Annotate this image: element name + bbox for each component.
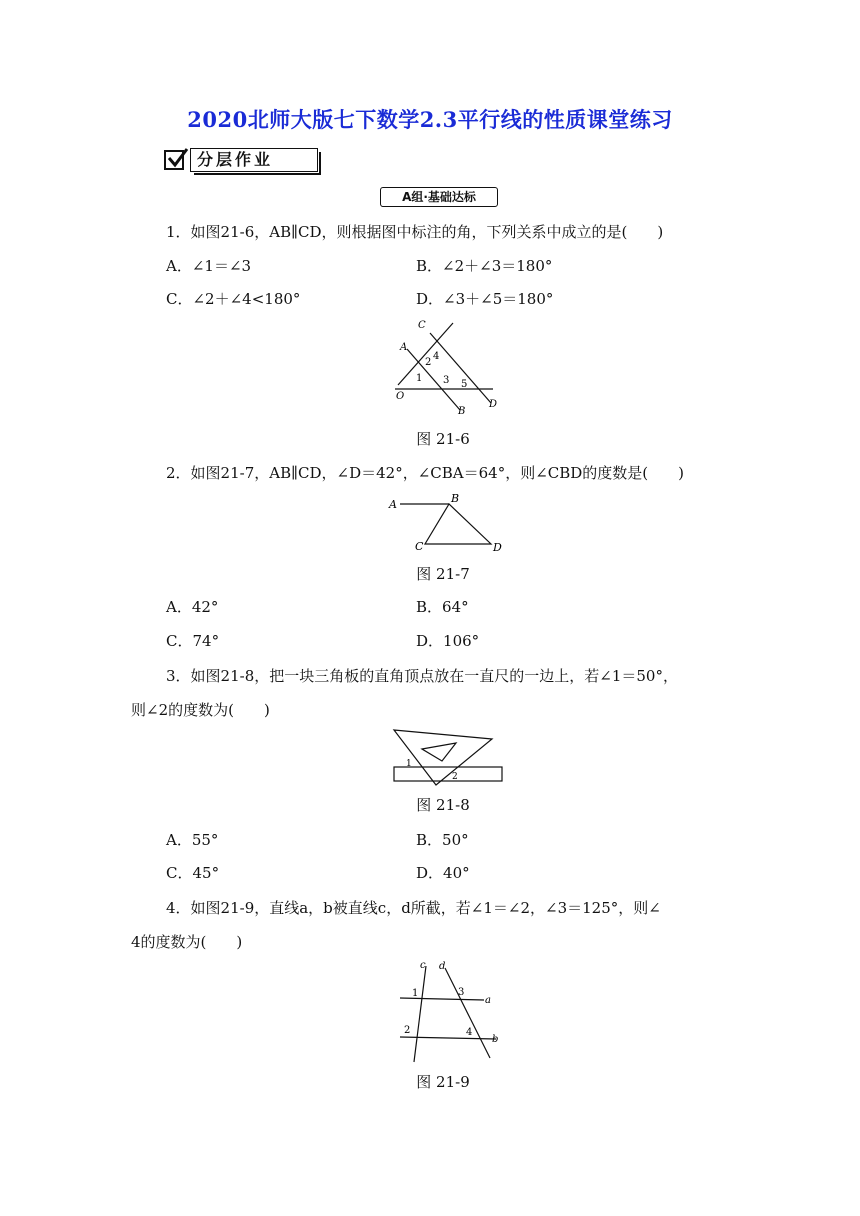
homework-header xyxy=(164,148,318,172)
figure-caption-21-6: 图 21-6 xyxy=(416,430,470,448)
q1-option-d: D．∠3＋∠5＝180° xyxy=(416,290,554,308)
question-2-stem: 2．如图21-7，AB∥CD，∠D＝42°，∠CBA＝64°，则∠CBD的度数是( ) xyxy=(166,464,684,482)
question-3-stem-line-1: 3．如图21-8，把一块三角板的直角顶点放在一直尺的一边上，若∠1＝50°， xyxy=(166,667,678,685)
question-4-stem-line-2: 4的度数为( ) xyxy=(131,933,243,951)
fig1-label: 1 xyxy=(416,373,423,384)
fig1-label: D xyxy=(489,399,498,410)
q2-option-a: A．42° xyxy=(166,598,219,616)
fig1-label: 2 xyxy=(425,357,432,368)
page-title: 2020北师大版七下数学2.3平行线的性质课堂练习 xyxy=(187,107,673,132)
q1-option-b: B．∠2＋∠3＝180° xyxy=(416,257,553,275)
q3-option-a: A．55° xyxy=(166,831,219,849)
question-4-stem-line-1: 4．如图21-9，直线a，b被直线c，d所截，若∠1＝∠2，∠3＝125°，则∠ xyxy=(166,899,661,917)
homework-label: 分层作业 xyxy=(190,148,318,172)
question-3-stem-line-2: 则∠2的度数为( ) xyxy=(131,701,270,719)
fig1-label: 3 xyxy=(443,375,450,386)
q3-option-b: B．50° xyxy=(416,831,469,849)
fig1-label: 4 xyxy=(433,351,440,362)
fig2-label: B xyxy=(451,492,460,505)
figure-caption-21-8: 图 21-8 xyxy=(416,796,470,814)
fig1-label: B xyxy=(458,406,466,417)
question-1-stem: 1．如图21-6，AB∥CD，则根据图中标注的角，下列关系中成立的是( ) xyxy=(166,223,664,241)
fig3-label: 2 xyxy=(452,772,458,782)
fig4-label: b xyxy=(492,1034,499,1045)
fig4-label: 3 xyxy=(458,987,465,998)
fig1-label: A xyxy=(400,342,408,353)
fig1-label: O xyxy=(396,391,405,402)
q3-option-d: D．40° xyxy=(416,864,470,882)
figure-21-6 xyxy=(385,315,515,420)
q1-option-c: C．∠2＋∠4<180° xyxy=(166,290,301,308)
fig4-label: a xyxy=(485,995,491,1006)
fig4-label: 4 xyxy=(466,1027,473,1038)
group-label: A组·基础达标 xyxy=(380,187,498,207)
fig2-label: C xyxy=(415,540,424,553)
figure-21-7 xyxy=(385,490,510,555)
figure-21-9 xyxy=(392,958,504,1064)
fig4-label: d xyxy=(439,961,446,972)
fig2-label: D xyxy=(493,541,502,554)
q3-option-c: C．45° xyxy=(166,864,220,882)
fig2-label: A xyxy=(389,498,397,511)
fig1-label: 5 xyxy=(461,379,468,390)
fig4-label: 2 xyxy=(404,1025,411,1036)
q2-option-b: B．64° xyxy=(416,598,469,616)
fig4-label: c xyxy=(420,960,426,971)
q2-option-d: D．106° xyxy=(416,632,480,650)
figure-21-8 xyxy=(390,727,505,787)
q1-option-a: A．∠1＝∠3 xyxy=(166,257,252,275)
fig1-label: C xyxy=(418,320,426,331)
figure-caption-21-7: 图 21-7 xyxy=(416,565,470,583)
figure-caption-21-9: 图 21-9 xyxy=(416,1073,470,1091)
fig4-label: 1 xyxy=(412,988,419,999)
checkmark-icon xyxy=(164,150,184,170)
fig3-label: 1 xyxy=(406,759,412,769)
q2-option-c: C．74° xyxy=(166,632,220,650)
